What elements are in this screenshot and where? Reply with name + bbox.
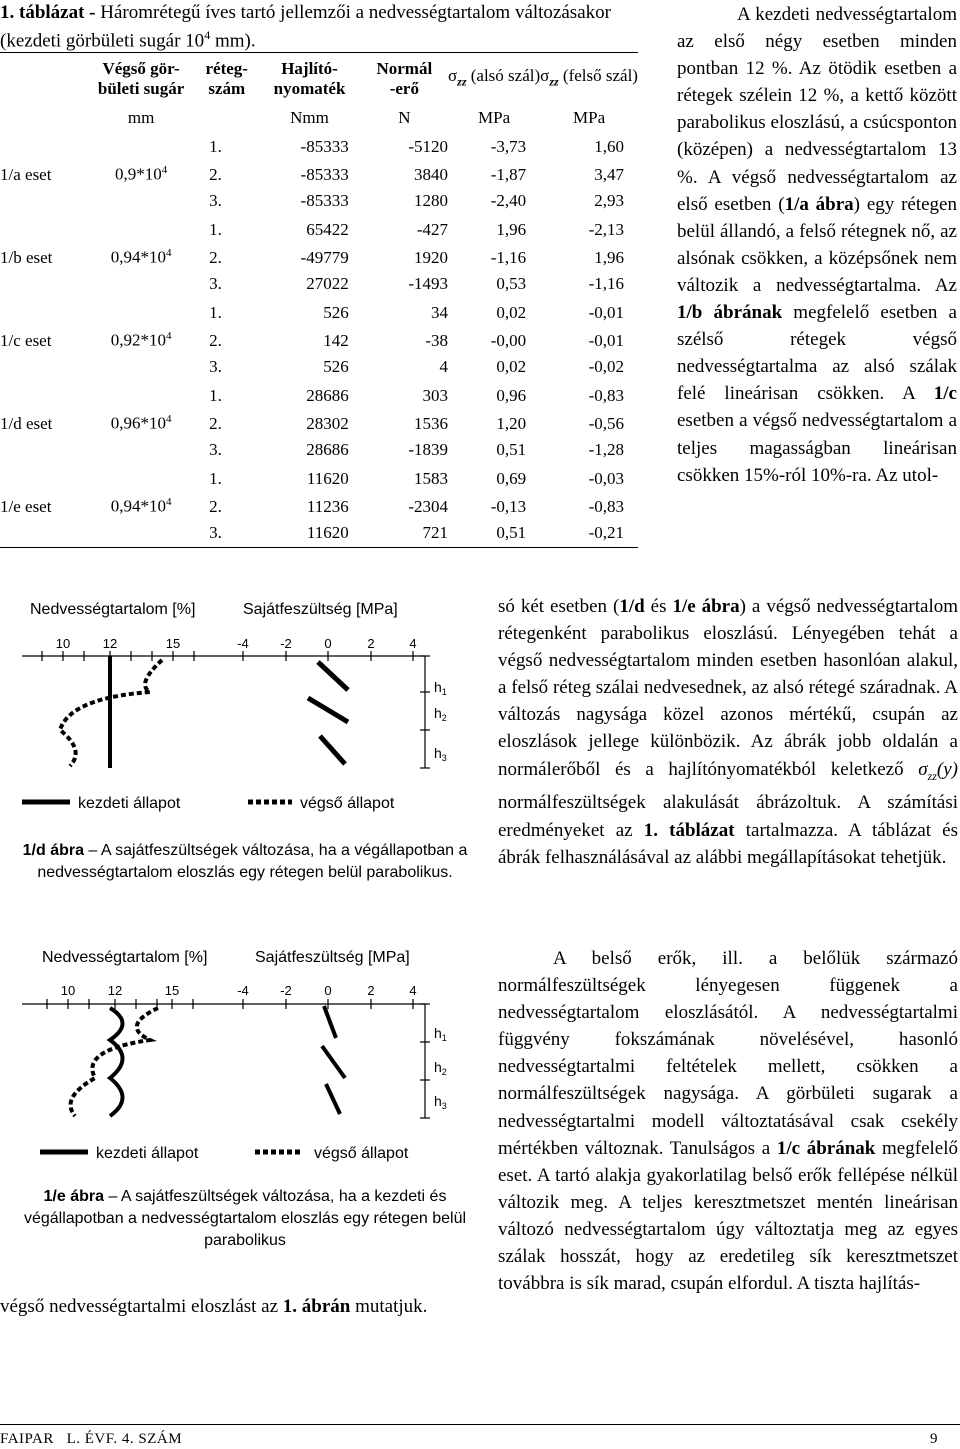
sigma-lower-value: 0,96: [496, 385, 527, 405]
layer-number: 1.: [209, 302, 222, 322]
case-label: [0, 464, 87, 494]
stress-tick: 0: [324, 983, 332, 998]
case-label: [0, 520, 87, 547]
table-row: [0, 437, 638, 464]
h-label-1: $h_1$: [434, 1025, 447, 1043]
moment-value: 11236: [306, 496, 349, 516]
table-row: [0, 381, 638, 411]
stress-line-2: [308, 698, 348, 722]
table-caption-sup: 4: [204, 28, 211, 42]
main-paragraph: só két esetben (1/d és 1/e ábra) a végső nedvességtartalom rétegenként parabolikus eloszlású. Lényegében tehát a végső nedvességtartalom minden esetben hasonlóan alakul, a felső réteg szálai nedvesednek, az alsó rétegé száradnak. A változás nagysága közel azonos mértékű, csupán az eloszlások jellege különbözik. Az ábrák jobb oldalán a normálerőből és a hajlítónyomatékból keletkező $\sigma_{zz}(y)$ normálfeszültségek alakulását ábrázoltuk. A számítási eredményeket az 1. táblázat tartalmazza. A táblázat és ábrák felhasználásával az alábbi megállapításokat tehetjük.: [498, 596, 959, 868]
table-row: [0, 328, 638, 355]
layer-number: 2.: [209, 496, 222, 516]
sigma-upper-value: -0,83: [588, 385, 624, 405]
footer-page-number: 9: [930, 1431, 938, 1447]
stress-line-3: [320, 736, 345, 764]
sigma-upper-value: -0,02: [588, 357, 624, 377]
sigma-lower-value: -1,87: [490, 164, 527, 184]
table-bottom-rule: [0, 547, 638, 548]
header-normal: Normál -erő: [376, 59, 433, 98]
moisture-tick: 12: [107, 983, 123, 998]
figure-1e-svg: [0, 938, 480, 1170]
header-layer: réteg- szám: [205, 59, 248, 98]
initial-moisture-curve: [110, 1008, 123, 1116]
h-label-3: $h_3$: [434, 745, 447, 763]
moment-value: -85333: [300, 136, 349, 156]
normal-value: -38: [425, 330, 448, 350]
case-label: [0, 132, 87, 162]
stress-line-1: [318, 662, 348, 690]
moment-value: 142: [323, 330, 349, 350]
header-radius: Végső gör- bületi sugár: [97, 59, 185, 98]
table-row: [0, 411, 638, 438]
stress-line-1: [324, 1006, 336, 1038]
moment-value: -85333: [300, 164, 349, 184]
layer-number: 2.: [209, 247, 222, 267]
header-sigma-lower: $\sigma_{zz}$ (alsó szál): [447, 66, 541, 89]
unit-lower: MPa: [478, 108, 511, 128]
figure-1d-svg: [0, 590, 480, 820]
stress-tick: -4: [237, 636, 249, 651]
layer-number: 3.: [209, 191, 222, 211]
second-paragraph: A belső erők, ill. a belőlük származó normálfeszültségek lényegesen függenek a nedvességtartalom eloszlásától. A nedvességtartalmi függvény fokszámának növelésével, hasonló nedvességtartalmi feltételek mellett, csökken a normálfeszültségek nagysága. A görbületi sugarak a nedvességtartalmi modell változtatásával csak csekély mértékben változnak. Tanulságos a 1/c ábrának megfelelő eset. A tartó alakja gyakorlatilag belső erők fellépése nélkül változik meg. A teljes keresztmetszet mentén lineárisan változó nedvességtartalom úgy változtatja meg az egyes szálak hosszát, hogy az eredetileg sík keresztmetszet továbbra is sík marad, csupán elfordul. A tiszta hajlítás-: [498, 948, 958, 1295]
table-row: [0, 520, 638, 547]
h-label-2: $h_2$: [434, 1059, 447, 1077]
moment-value: 28686: [306, 440, 349, 460]
stress-line-2: [322, 1046, 345, 1078]
radius-value: [87, 132, 195, 162]
table-row: [0, 245, 638, 272]
figure-1e: [0, 938, 480, 1170]
table-row: [0, 494, 638, 521]
radius-value: $0,92*10^4$: [110, 330, 172, 351]
normal-value: 1583: [413, 468, 448, 488]
figure-1e-caption: 1/e ábra – A sajátfeszültségek változása, ha a kezdeti és végállapotban a nedvességtartalom eloszlás egy rétegen belül parabolikus: [23, 1188, 467, 1249]
layer-number: 3.: [209, 274, 222, 294]
table-row: [0, 215, 638, 245]
sigma-upper-value: -0,83: [588, 496, 624, 516]
table-row: [0, 354, 638, 381]
radius-value: $0,94*10^4$: [110, 496, 172, 517]
normal-value: 1536: [413, 413, 448, 433]
sigma-upper-value: -0,21: [588, 523, 624, 543]
radius-value: [87, 381, 195, 411]
case-label: [0, 298, 87, 328]
radius-value: [87, 437, 195, 464]
unit-normal: N: [398, 108, 411, 128]
radius-value: $0,96*10^4$: [110, 413, 172, 434]
case-label: [0, 437, 87, 464]
sigma-lower-value: -2,40: [490, 191, 527, 211]
sigma-lower-value: 0,51: [496, 440, 527, 460]
sigma-upper-value: -2,13: [588, 219, 624, 239]
layer-number: 1.: [209, 136, 222, 156]
table-caption: [0, 2, 660, 52]
moisture-axis-label: Nedvességtartalom [%]: [30, 601, 196, 618]
stress-tick: 4: [409, 636, 417, 651]
moisture-axis-label: Nedvességtartalom [%]: [42, 949, 208, 966]
moment-value: 65422: [306, 219, 349, 239]
normal-value: 721: [422, 523, 448, 543]
sigma-lower-value: -0,13: [490, 496, 527, 516]
table-row: [0, 132, 638, 162]
unit-moment: Nmm: [290, 108, 329, 128]
layer-number: 2.: [209, 330, 222, 350]
stress-tick: 4: [409, 983, 417, 998]
case-label: 1/d eset: [0, 413, 53, 433]
stress-tick: -4: [237, 983, 249, 998]
sigma-upper-value: -0,01: [588, 302, 624, 322]
normal-value: -2304: [408, 496, 448, 516]
case-label: [0, 188, 87, 215]
stress-tick: 2: [367, 983, 375, 998]
stress-axis-label: Sajátfeszültség [MPa]: [255, 949, 410, 966]
right-column-paragraph: A kezdeti nedvességtartalom az első négy esetben minden pontban 12 %. Az ötödik esetben a rétegek szélein 12 %, a kettő között parabolikus eloszlású, a csúcsponton (középen) a nedvességtartalom 13 %. A végső nedvességtartalom az első esetben (1/a ábra) egy rétegen belül állandó, a felső rétegnek nő, az alsónak csökken, a középsőnek nem változik a nedvességtartalma. Az 1/b ábrának megfelelő esetben a szélső rétegek végső nedvességtartalma az alsó szálak felé lineárisan csökken. A 1/c esetben a végső nedvességtartalom a teljes magasságban lineárisan csökken 15%-ról 10%-ra. Az utol-: [677, 4, 957, 486]
sigma-upper-value: 2,93: [594, 191, 624, 211]
layer-number: 2.: [209, 413, 222, 433]
h-label-1: $h_1$: [434, 679, 447, 697]
table-caption-text: Háromrétegű íves tartó jellemzői a nedvességtartalom változásakor (kezdeti görbületi sugár 10: [0, 2, 611, 52]
moment-value: 526: [323, 357, 349, 377]
left-bottom-paragraph: végső nedvességtartalmi eloszlást az 1. ábrán mutatjuk.: [0, 1296, 428, 1317]
stress-tick: -2: [280, 983, 292, 998]
layer-number: 1.: [209, 468, 222, 488]
layer-number: 3.: [209, 523, 222, 543]
stress-axis-label: Sajátfeszültség [MPa]: [243, 601, 398, 618]
radius-value: $0,9*10^4$: [114, 164, 168, 185]
normal-value: -1493: [408, 274, 448, 294]
sigma-lower-value: 0,69: [496, 468, 527, 488]
radius-value: [87, 188, 195, 215]
legend-initial-label: kezdeti állapot: [78, 795, 181, 812]
sigma-lower-value: -1,16: [490, 247, 527, 267]
h-label-3: $h_3$: [434, 1093, 447, 1111]
moment-value: -85333: [300, 191, 349, 211]
case-label: [0, 215, 87, 245]
table-row: [0, 298, 638, 328]
stress-tick: -2: [280, 636, 292, 651]
sigma-lower-value: 0,02: [496, 357, 527, 377]
normal-value: 1280: [413, 191, 448, 211]
case-label: 1/b eset: [0, 247, 53, 267]
moment-value: 11620: [306, 468, 349, 488]
case-label: 1/c eset: [0, 330, 52, 350]
sigma-lower-value: 0,02: [496, 302, 527, 322]
sigma-upper-value: -1,28: [588, 440, 624, 460]
legend-final-label: végső állapot: [300, 795, 395, 812]
header-moment: Hajlító- nyomaték: [273, 59, 346, 98]
layer-number: 1.: [209, 385, 222, 405]
sigma-upper-value: -0,56: [588, 413, 624, 433]
sigma-lower-value: 1,96: [496, 219, 527, 239]
sigma-lower-value: 0,51: [496, 523, 527, 543]
results-table: [0, 53, 638, 547]
normal-value: 303: [422, 385, 448, 405]
unit-upper: MPa: [573, 108, 606, 128]
radius-value: [87, 271, 195, 298]
table-caption-end: mm).: [210, 30, 256, 52]
radius-value: [87, 215, 195, 245]
sigma-lower-value: 0,53: [496, 274, 527, 294]
radius-value: [87, 298, 195, 328]
moment-value: 28302: [306, 413, 349, 433]
case-label: 1/e eset: [0, 496, 52, 516]
radius-value: [87, 354, 195, 381]
case-label: [0, 271, 87, 298]
sigma-upper-value: -0,01: [588, 330, 624, 350]
moment-value: -49779: [300, 247, 349, 267]
moisture-tick: 10: [60, 983, 76, 998]
table-row: [0, 162, 638, 189]
normal-value: -5120: [408, 136, 448, 156]
sigma-lower-value: -0,00: [490, 330, 527, 350]
final-moisture-curve: [71, 1008, 159, 1116]
unit-radius: mm: [127, 108, 155, 128]
normal-value: -1839: [408, 440, 448, 460]
normal-value: -427: [416, 219, 448, 239]
normal-value: 4: [439, 357, 448, 377]
legend-final-label: végső állapot: [314, 1145, 409, 1162]
sigma-lower-value: -3,73: [490, 136, 527, 156]
sigma-upper-value: -0,03: [588, 468, 624, 488]
figure-1d: [0, 590, 480, 820]
moment-value: 526: [323, 302, 349, 322]
h-label-2: $h_2$: [434, 705, 447, 723]
sigma-upper-value: 1,60: [594, 136, 624, 156]
moisture-tick: 12: [102, 636, 118, 651]
radius-value: $0,94*10^4$: [110, 247, 172, 268]
figure-1d-caption: 1/d ábra – A sajátfeszültségek változása, ha a végállapotban a nedvességtartalom eloszlás egy rétegen belül parabolikus.: [22, 842, 468, 881]
layer-number: 3.: [209, 357, 222, 377]
table-row: [0, 464, 638, 494]
stress-line-3: [326, 1084, 340, 1114]
case-label: 1/a eset: [0, 164, 52, 184]
units-row: [0, 105, 638, 132]
radius-value: [87, 520, 195, 547]
case-label: [0, 354, 87, 381]
stress-tick: 2: [367, 636, 375, 651]
sigma-symbol: $\sigma_{zz}(y)$: [918, 758, 958, 783]
moisture-tick: 15: [165, 636, 181, 651]
normal-value: 3840: [413, 164, 448, 184]
normal-value: 1920: [413, 247, 448, 267]
legend-initial-label: kezdeti állapot: [96, 1145, 199, 1162]
table-header-row: [0, 53, 638, 105]
footer-rule: [0, 1424, 960, 1425]
sigma-upper-value: -1,16: [588, 274, 624, 294]
moment-value: 11620: [306, 523, 349, 543]
case-label: [0, 381, 87, 411]
moisture-tick: 15: [164, 983, 180, 998]
layer-number: 1.: [209, 219, 222, 239]
footer-journal: FAIPAR L. ÉVF. 4. SZÁM: [0, 1431, 183, 1447]
table-row: [0, 271, 638, 298]
moment-value: 28686: [306, 385, 349, 405]
normal-value: 34: [430, 302, 448, 322]
table-caption-label: 1. táblázat -: [0, 2, 101, 23]
sigma-upper-value: 1,96: [594, 247, 624, 267]
header-sigma-upper: $\sigma_{zz}$ (felső szál): [540, 66, 638, 89]
moment-value: 27022: [306, 274, 349, 294]
table-row: [0, 188, 638, 215]
radius-value: [87, 464, 195, 494]
layer-number: 3.: [209, 440, 222, 460]
stress-tick: 0: [324, 636, 332, 651]
sigma-lower-value: 1,20: [496, 413, 527, 433]
sigma-upper-value: 3,47: [594, 164, 624, 184]
layer-number: 2.: [209, 164, 222, 184]
moisture-tick: 10: [55, 636, 71, 651]
